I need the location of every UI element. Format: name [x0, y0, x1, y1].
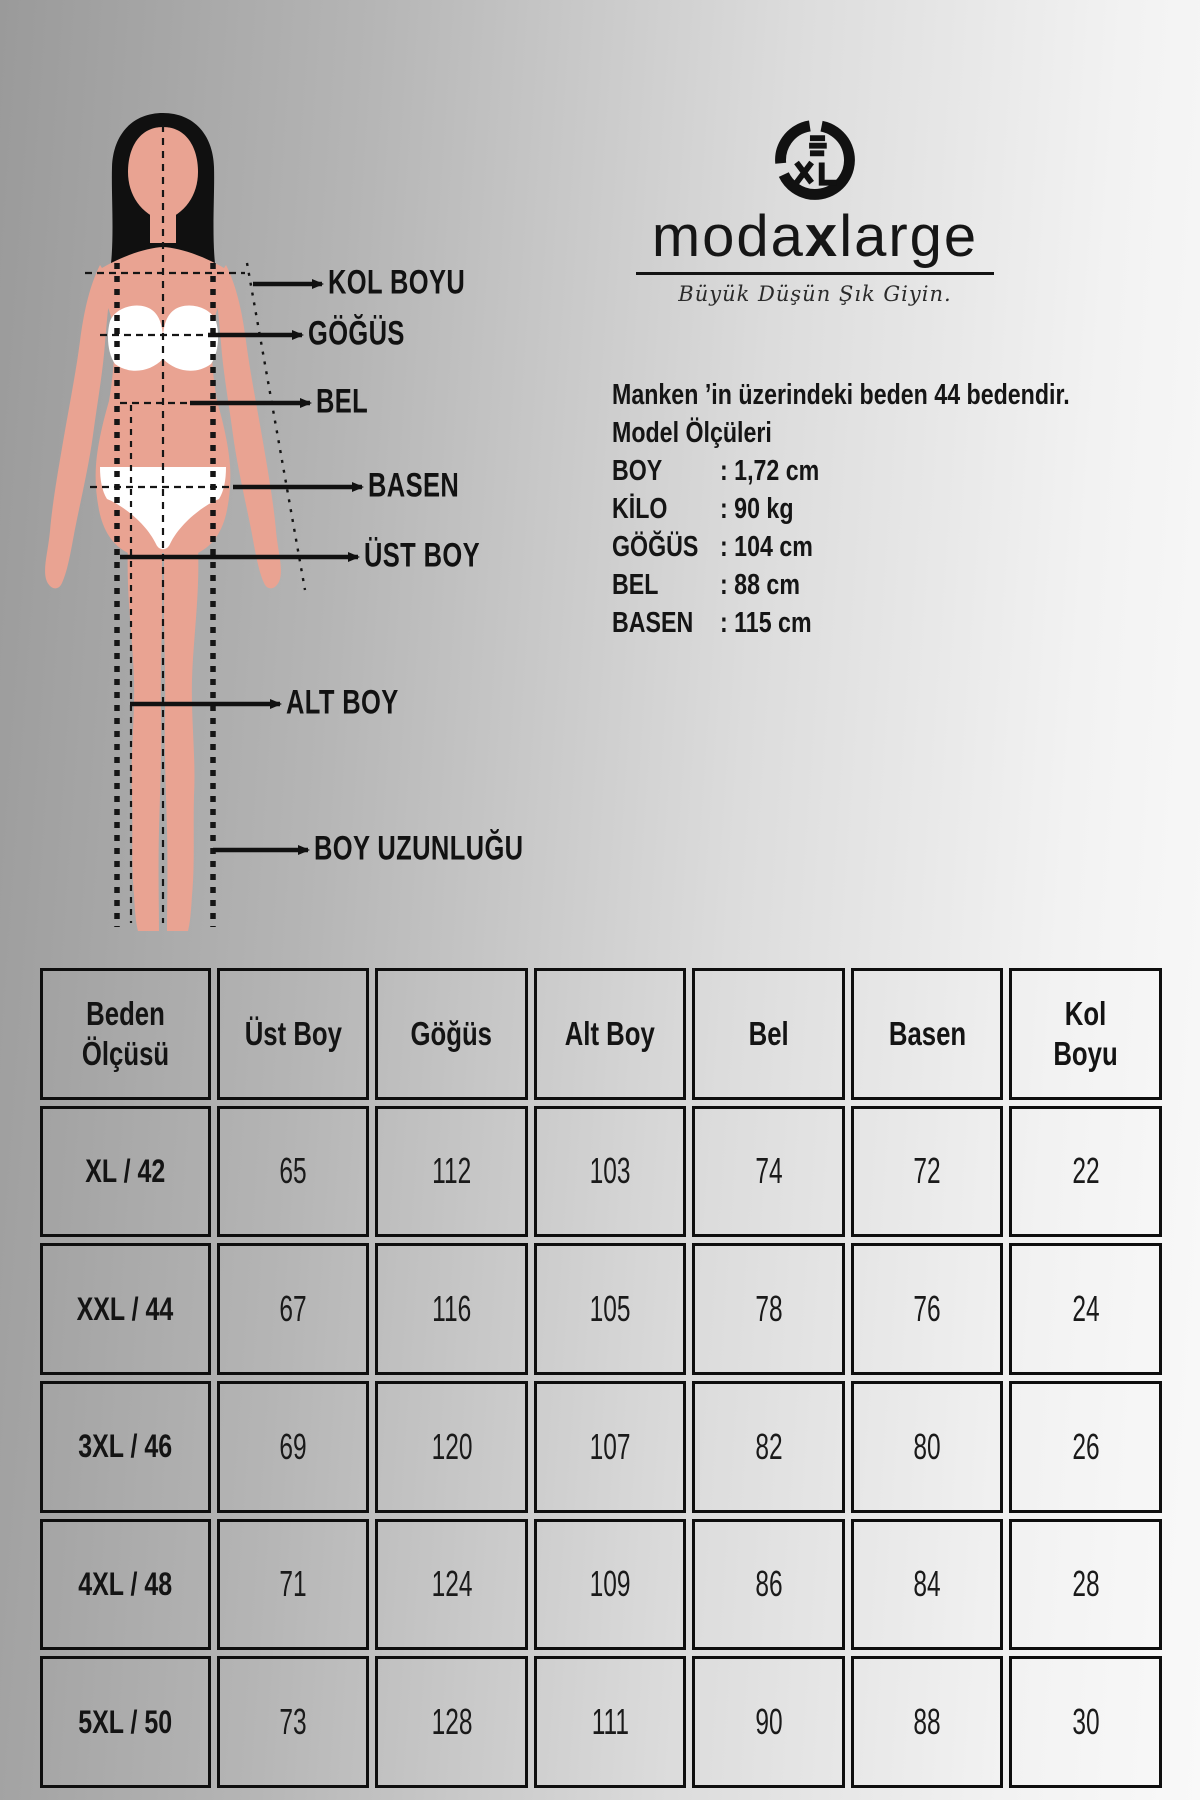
label-bel: BEL [316, 382, 369, 421]
label-boy-uzunlugu: BOY UZUNLUĞU [314, 829, 524, 868]
model-measure-value: : 88 cm [720, 569, 800, 601]
size-table-size-cell: 3XL / 46 [40, 1381, 211, 1513]
size-table-header-cell: Göğüs [375, 968, 528, 1100]
model-measure-row [612, 604, 1070, 642]
label-alt-boy: ALT BOY [286, 683, 399, 722]
size-table-value-cell: 78 [692, 1243, 845, 1375]
size-table-value-cell: 73 [217, 1656, 370, 1788]
model-measure-value: : 90 kg [720, 493, 794, 525]
size-table-value-cell: 65 [217, 1106, 370, 1238]
size-table-size-cell: XL / 42 [40, 1106, 211, 1238]
size-table-value-cell: 30 [1009, 1656, 1162, 1788]
model-info-line2: Model Ölçüleri [612, 417, 772, 449]
size-table-value-cell: 116 [375, 1243, 528, 1375]
size-table-value-cell: 120 [375, 1381, 528, 1513]
size-table-value-cell: 124 [375, 1519, 528, 1651]
label-ust-boy: ÜST BOY [364, 536, 480, 575]
size-table-value-cell: 24 [1009, 1243, 1162, 1375]
size-table-header-cell: Kol Boyu [1009, 968, 1162, 1100]
size-table-value-cell: 67 [217, 1243, 370, 1375]
size-table-value-cell: 82 [692, 1381, 845, 1513]
model-measure-row [612, 566, 1070, 604]
size-table-header-cell: Bel [692, 968, 845, 1100]
size-table-value-cell: 86 [692, 1519, 845, 1651]
size-table-value-cell: 80 [851, 1381, 1004, 1513]
size-table [40, 968, 1162, 1788]
size-table-value-cell: 109 [534, 1519, 687, 1651]
model-measure-label: BOY [612, 455, 663, 487]
model-measure-row [612, 528, 1070, 566]
size-table-value-cell: 84 [851, 1519, 1004, 1651]
size-table-value-cell: 74 [692, 1106, 845, 1238]
size-table-value-cell: 26 [1009, 1381, 1162, 1513]
size-table-header-cell: Basen [851, 968, 1004, 1100]
size-table-size-cell: 5XL / 50 [40, 1656, 211, 1788]
brand-wordmark-part3: large [839, 204, 979, 269]
model-measure-label: BASEN [612, 607, 694, 639]
size-table-header-cell: Alt Boy [534, 968, 687, 1100]
brand-block [580, 118, 1050, 306]
size-table-value-cell: 112 [375, 1106, 528, 1238]
size-table-value-cell: 111 [534, 1656, 687, 1788]
brand-wordmark-part1: moda [651, 204, 805, 269]
size-table-value-cell: 22 [1009, 1106, 1162, 1238]
model-measure-value: : 115 cm [720, 607, 812, 639]
brand-logo-icon [773, 118, 857, 202]
size-table-value-cell: 71 [217, 1519, 370, 1651]
size-table-size-cell: XXL / 44 [40, 1243, 211, 1375]
size-table-value-cell: 69 [217, 1381, 370, 1513]
size-table-size-cell: 4XL / 48 [40, 1519, 211, 1651]
model-info-line1: Manken ’in üzerindeki beden 44 bedendir. [612, 379, 1070, 411]
size-table-value-cell: 28 [1009, 1519, 1162, 1651]
size-table-value-cell: 103 [534, 1106, 687, 1238]
size-table-header-cell: Üst Boy [217, 968, 370, 1100]
size-table-value-cell: 76 [851, 1243, 1004, 1375]
size-table-value-cell: 90 [692, 1656, 845, 1788]
size-table-value-cell: 72 [851, 1106, 1004, 1238]
size-table-value-cell: 88 [851, 1656, 1004, 1788]
model-measure-value: : 1,72 cm [720, 455, 820, 487]
brand-underline [636, 272, 994, 275]
size-table-value-cell: 107 [534, 1381, 687, 1513]
model-measure-value: : 104 cm [720, 531, 813, 563]
label-kol-boyu: KOL BOYU [328, 263, 466, 302]
size-table-header-cell: Beden Ölçüsü [40, 968, 211, 1100]
label-gogus: GÖĞÜS [308, 314, 405, 353]
size-table-value-cell: 105 [534, 1243, 687, 1375]
measurement-figure-svg [0, 95, 480, 955]
model-measure-row [612, 452, 1070, 490]
model-measure-row [612, 490, 1070, 528]
size-table-value-cell: 128 [375, 1656, 528, 1788]
label-basen: BASEN [368, 466, 460, 505]
model-measure-label: BEL [612, 569, 659, 601]
brand-tagline: Büyük Düşün Şık Giyin. [678, 282, 952, 306]
brand-wordmark-part2: x [804, 204, 840, 269]
model-measure-label: KİLO [612, 493, 668, 525]
model-measure-label: GÖĞÜS [612, 531, 699, 563]
model-info-block [612, 376, 1070, 642]
brand-wordmark [651, 204, 979, 269]
